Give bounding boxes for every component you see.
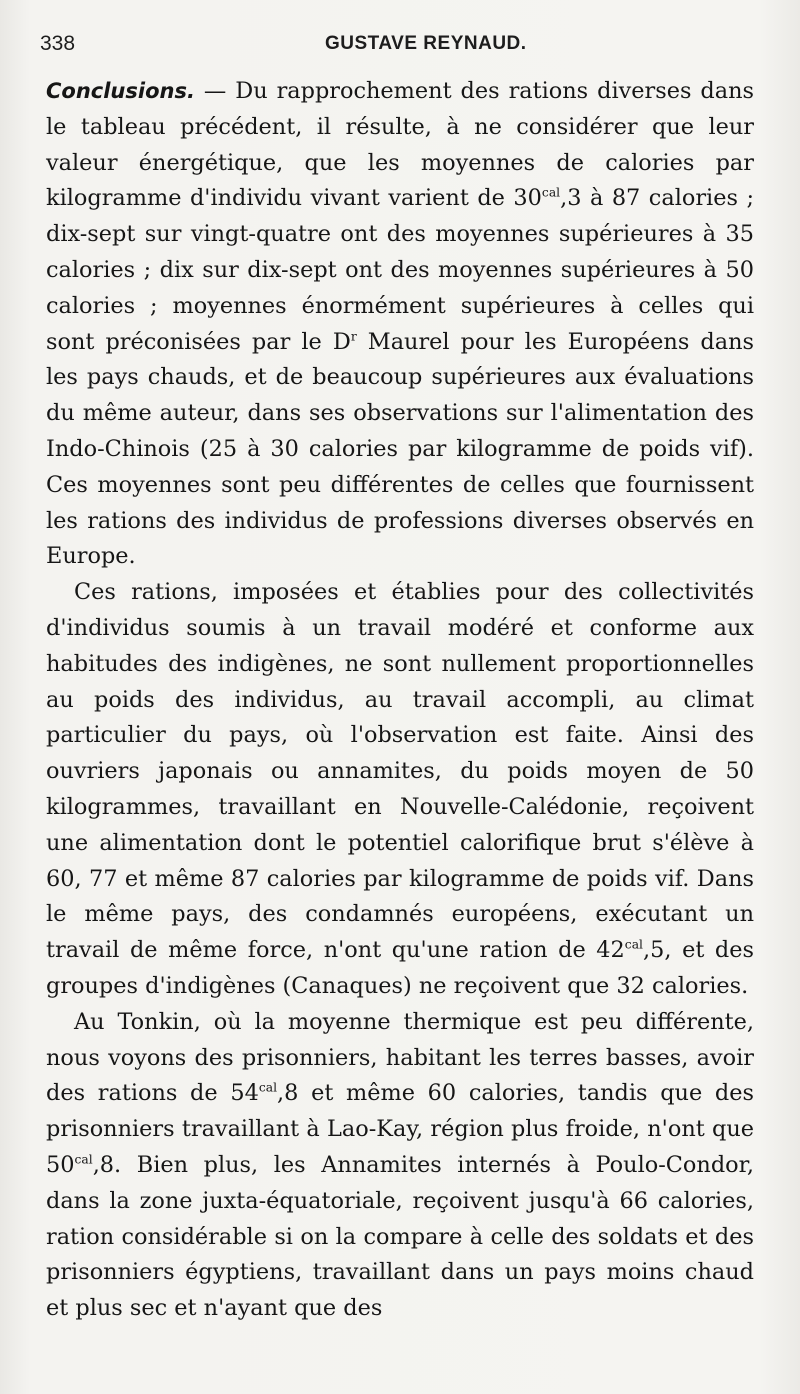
page-number: 338 [40, 32, 76, 55]
paragraph-text: Au Tonkin, où la moyenne thermique est peu différente, nous voyons des prisonniers, habitant les terres basses, avoir des rations de 54 [46, 1008, 754, 1107]
paragraph-tonkin [46, 1005, 754, 1327]
paragraph-rations [46, 575, 754, 1005]
paragraph-conclusions [46, 74, 754, 575]
paragraph-text: ,5, et des groupes d'indigènes (Canaques) ne reçoivent que 32 calories. [46, 937, 754, 999]
paragraph-text: ,8 et même 60 calories, tandis que des prisonniers travaillant à Lao-Kay, région plus froide, n'ont que 50 [46, 1080, 754, 1178]
paragraph-text: ,3 à 87 calories ; dix-sept sur vingt-quatre ont des moyennes supérieures à 35 calories ; dix sur dix-sept ont des moyennes supérieures à 50 calories ; moyennes énormément supérieures à celles qui sont préconisées par le D [46, 185, 754, 355]
superscript-dr: r [350, 328, 357, 343]
superscript-cal: cal [624, 937, 643, 952]
paragraph-text: ,8. Bien plus, les Annamites internés à Poulo-Condor, dans la zone juxta-équatoriale, reçoivent jusqu'à 66 calories, ration considérable si on la compare à celle des soldats et des prisonniers égyptiens, travaillant dans un pays moins chaud et plus sec et n'ayant que des [46, 1151, 754, 1322]
superscript-cal: cal [541, 185, 561, 200]
paragraph-text: Maurel pour les Européens dans les pays chauds, et de beaucoup supérieures aux évaluations du même auteur, dans ses observations sur l'alimentation des Indo-Chinois (25 à 30 calories par kilogramme de poids vif). Ces moyennes sont peu différentes de celles que fournissent les rations des individus de professions diverses observés en Europe. [46, 328, 755, 570]
paragraph-text: Ces rations, imposées et établies pour des collectivités d'individus soumis à un travail modéré et conforme aux habitudes des indigènes, ne sont nullement proportionnelles au poids des individus, au travail accompli, au climat particulier du pays, où l'observation est faite. Ainsi des ouvriers japonais ou annamites, du poids moyen de 50 kilogrammes, travaillant en Nouvelle-Calédonie, reçoivent une alimentation dont le potentiel calorifique brut s'élève à 60, 77 et même 87 calories par kilogramme de poids vif. Dans le même pays, des condamnés européens, exécutant un travail de même force, n'ont qu'une ration de 42 [46, 579, 754, 964]
superscript-cal: cal [258, 1080, 278, 1095]
superscript-cal: cal [74, 1152, 93, 1167]
running-head: GUSTAVE REYNAUD. [325, 33, 527, 54]
paragraph-text: — Du rapprochement des rations diverses dans le tableau précédent, il résulte, à ne considérer que leur valeur énergétique, que les moyennes de calories par kilogramme d'individu vivant varient de 30 [46, 78, 754, 212]
page-header [40, 32, 755, 64]
section-lead: Conclusions. [46, 79, 195, 103]
body-text [46, 74, 754, 1327]
